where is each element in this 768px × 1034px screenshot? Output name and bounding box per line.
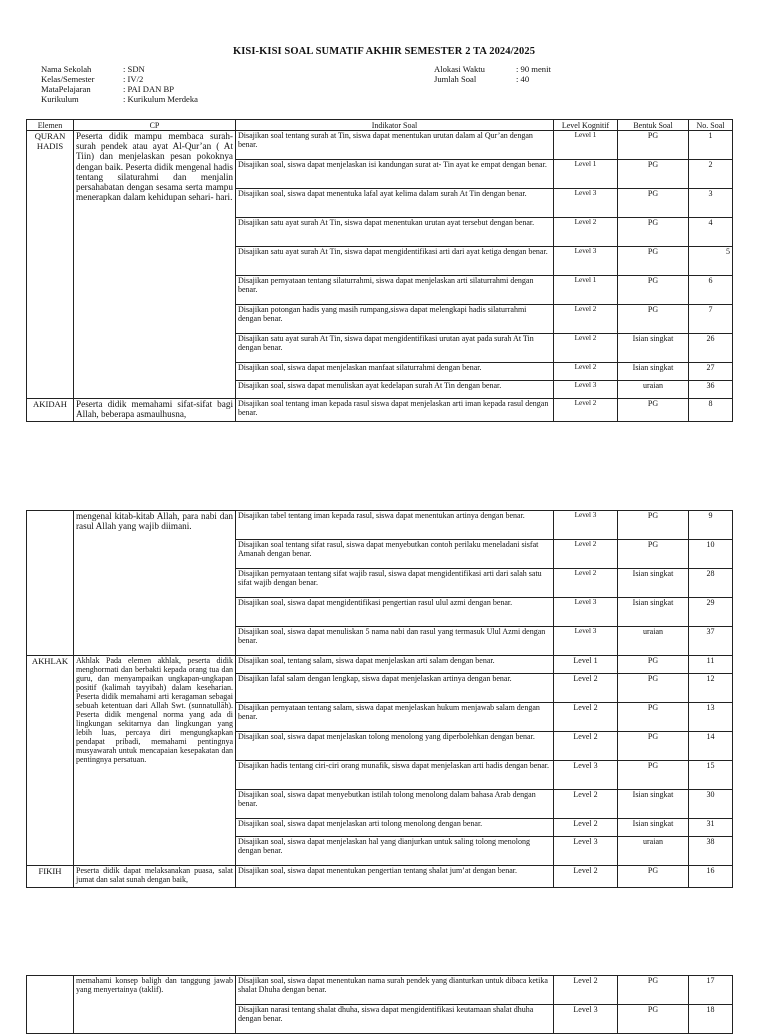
no-cell: 8 [689,399,733,422]
level-cell: Level 3 [554,627,618,656]
info-row [41,64,198,74]
indikator-cell: Disajikan soal, siswa dapat menuliskan ayat kedelapan surah At Tin dengan benar. [236,381,554,399]
indikator-cell: Disajikan soal, siswa dapat menuliskan 5 nama nabi dan rasul yang termasuk Ulul Azmi dengan benar. [236,627,554,656]
no-cell: 7 [689,305,733,334]
elemen-cell: QURAN HADIS [27,131,74,399]
info-right [434,64,551,84]
no-cell: 1 [689,131,733,160]
indikator-cell: Disajikan soal, siswa dapat menjelaskan isi kandungan surat at- Tin ayat ke empat dengan benar. [236,160,554,189]
level-cell: Level 3 [554,598,618,627]
elemen-cell: FIKIH [27,866,74,888]
kisi-table-part-1 [26,119,733,422]
indikator-cell: Disajikan pernyataan tentang silaturrahmi, siswa dapat menjelaskan arti silaturrahmi dengan benar. [236,276,554,305]
header-elemen: Elemen [27,120,74,131]
indikator-cell: Disajikan hadis tentang ciri-ciri orang munafik, siswa dapat menjelaskan arti hadis dengan benar. [236,761,554,790]
no-cell: 15 [689,761,733,790]
table-row [27,976,733,1005]
level-cell: Level 3 [554,511,618,540]
kisi-table-part-2 [26,510,733,888]
no-cell: 6 [689,276,733,305]
bentuk-cell: Isian singkat [618,363,689,381]
indikator-cell: Disajikan satu ayat surah At Tin, siswa dapat menentukan urutan ayat tersebut dengan benar. [236,218,554,247]
bentuk-cell: uraian [618,381,689,399]
indikator-cell: Disajikan satu ayat surah At Tin, siswa dapat mengidentifikasi arti dari ayat ketiga dengan benar. [236,247,554,276]
no-cell: 27 [689,363,733,381]
bentuk-cell: Isian singkat [618,790,689,819]
bentuk-cell: PG [618,866,689,888]
level-cell: Level 2 [554,790,618,819]
table-row [27,131,733,160]
level-cell: Level 3 [554,247,618,276]
indikator-cell: Disajikan narasi tentang shalat dhuha, siswa dapat mengidentifikasi keutamaan shalat dhuha dengan benar. [236,1005,554,1034]
indikator-cell: Disajikan soal tentang sifat rasul, siswa dapat menyebutkan contoh perilaku meneladani sisfat Amanah dengan benar. [236,540,554,569]
indikator-cell: Disajikan soal, siswa dapat mengidentifikasi pengertian rasul ulul azmi dengan benar. [236,598,554,627]
info-label: Alokasi Waktu [434,64,485,74]
elemen-cell [27,511,74,656]
no-cell: 31 [689,819,733,837]
indikator-cell: Disajikan soal, siswa dapat menjelaskan tolong menolong yang diperbolehkan dengan benar. [236,732,554,761]
info-left [41,64,198,104]
bentuk-cell: PG [618,1005,689,1034]
info-label: Kurikulum [41,94,79,104]
info-row [434,74,551,84]
bentuk-cell: PG [618,732,689,761]
level-cell: Level 1 [554,276,618,305]
no-cell: 4 [689,218,733,247]
bentuk-cell: PG [618,540,689,569]
bentuk-cell: uraian [618,837,689,866]
indikator-cell: Disajikan soal, siswa dapat menjelaskan hal yang dianjurkan untuk saling tolong menolong dengan benar. [236,837,554,866]
cp-cell: Akhlak Pada elemen akhlak, peserta didik menghormati dan berbakti kepada orang tua dan guru, dan menyampaikan ungkapan-ungkapan positif (kalimah tayyibah) dalam keseharian. Peserta didik memahami arti keragaman sebagai sebuah ketentuan dari Allah Swt. (sunnatullāh). Peserta didik mengenal norma yang ada di lingkungan sekitarnya dan lingkungan yang lebih luas, percaya diri mengungkapkan pendapat pribadi, memahami pentingnya musyawarah untuk mencapaian kesepakatan dan pentingnya persatuan. [74,656,236,866]
indikator-cell: Disajikan pernyataan tentang salam, siswa dapat menjelaskan hukum menjawab salam dengan benar. [236,703,554,732]
no-cell: 37 [689,627,733,656]
no-cell: 10 [689,540,733,569]
info-label: MataPelajaran [41,84,91,94]
info-row [41,74,198,84]
level-cell: Level 1 [554,160,618,189]
bentuk-cell: PG [618,189,689,218]
no-cell: 2 [689,160,733,189]
no-cell: 5 [689,247,733,276]
indikator-cell: Disajikan potongan hadis yang masih rumpang,siswa dapat melengkapi hadis silaturrahmi dengan benar. [236,305,554,334]
info-label: Nama Sekolah [41,64,92,74]
kisi-table-part-3 [26,975,733,1034]
level-cell: Level 2 [554,363,618,381]
no-cell: 14 [689,732,733,761]
bentuk-cell: PG [618,276,689,305]
bentuk-cell: PG [618,399,689,422]
level-cell: Level 2 [554,674,618,703]
bentuk-cell: Isian singkat [618,569,689,598]
no-cell: 12 [689,674,733,703]
bentuk-cell: PG [618,976,689,1005]
no-cell: 3 [689,189,733,218]
no-cell: 13 [689,703,733,732]
indikator-cell: Disajikan soal tentang iman kepada rasul siswa dapat menjelaskan arti iman kepada rasul dengan benar. [236,399,554,422]
info-label: Jumlah Soal [434,74,477,84]
header-indikator: Indikator Soal [236,120,554,131]
level-cell: Level 2 [554,218,618,247]
header-no: No. Soal [689,120,733,131]
info-value: : PAI DAN BP [123,84,175,94]
info-row [434,64,551,74]
info-value: : 40 [516,74,530,84]
level-cell: Level 2 [554,334,618,363]
no-cell: 29 [689,598,733,627]
bentuk-cell: PG [618,131,689,160]
bentuk-cell: PG [618,511,689,540]
cp-cell: Peserta didik dapat melaksanakan puasa, salat jumat dan salat sunah dengan baik, [74,866,236,888]
level-cell: Level 2 [554,976,618,1005]
bentuk-cell: PG [618,305,689,334]
indikator-cell: Disajikan soal, siswa dapat menjelaskan arti tolong menolong dengan benar. [236,819,554,837]
level-cell: Level 3 [554,761,618,790]
level-cell: Level 3 [554,381,618,399]
document-title: KISI-KISI SOAL SUMATIF AKHIR SEMESTER 2 TA 2024/2025 [232,46,536,57]
indikator-cell: Disajikan soal, siswa dapat menentuka lafal ayat kelima dalam surah At Tin dengan benar. [236,189,554,218]
no-cell: 18 [689,1005,733,1034]
table-header-row [27,120,733,131]
no-cell: 36 [689,381,733,399]
level-cell: Level 1 [554,656,618,674]
no-cell: 9 [689,511,733,540]
info-label: Kelas/Semester [41,74,95,84]
level-cell: Level 3 [554,1005,618,1034]
level-cell: Level 2 [554,866,618,888]
indikator-cell: Disajikan lafal salam dengan lengkap, siswa dapat menjelaskan artinya dengan benar. [236,674,554,703]
bentuk-cell: PG [618,761,689,790]
bentuk-cell: PG [618,218,689,247]
level-cell: Level 1 [554,131,618,160]
info-value: : Kurikulum Merdeka [123,94,198,104]
info-value: : 90 menit [516,64,551,74]
level-cell: Level 2 [554,540,618,569]
indikator-cell: Disajikan satu ayat surah At Tin, siswa dapat mengidentifikasi urutan ayat pada surah At Tin dengan benar. [236,334,554,363]
indikator-cell: Disajikan soal, siswa dapat menentukan pengertian tentang shalat jum’at dengan benar. [236,866,554,888]
bentuk-cell: PG [618,656,689,674]
info-row [41,94,198,104]
cp-cell: Peserta didik memahami sifat-sifat bagi Allah, beberapa asmaulhusna, [74,399,236,422]
level-cell: Level 3 [554,837,618,866]
indikator-cell: Disajikan soal, siswa dapat menjelaskan manfaat silaturrahmi dengan benar. [236,363,554,381]
no-cell: 30 [689,790,733,819]
bentuk-cell: Isian singkat [618,598,689,627]
info-value: : IV/2 [123,74,144,84]
no-cell: 17 [689,976,733,1005]
table-row [27,511,733,540]
cp-cell: mengenal kitab-kitab Allah, para nabi dan rasul Allah yang wajib diimani. [74,511,236,656]
bentuk-cell: uraian [618,627,689,656]
bentuk-cell: Isian singkat [618,819,689,837]
indikator-cell: Disajikan soal, tentang salam, siswa dapat menjelaskan arti salam dengan benar. [236,656,554,674]
table-row [27,866,733,888]
bentuk-cell: PG [618,160,689,189]
cp-cell: Peserta didik mampu membaca surah-surah pendek atau ayat Al-Qur’an ( At Tiin) dan menjelaskan pesan pokoknya dengan baik. Peserta didik mengenal hadis tentang silaturahmi dan menjalin persahabatan dengan sesama serta mampu menerapkan dalam kehidupan sehari- hari. [74,131,236,399]
table-row [27,399,733,422]
bentuk-cell: Isian singkat [618,334,689,363]
indikator-cell: Disajikan soal, siswa dapat menentukan nama surah pendek yang dianturkan untuk dibaca ketika shalat Dhuha dengan benar. [236,976,554,1005]
level-cell: Level 2 [554,819,618,837]
no-cell: 26 [689,334,733,363]
no-cell: 38 [689,837,733,866]
info-value: : SDN [123,64,145,74]
bentuk-cell: PG [618,247,689,276]
indikator-cell: Disajikan soal tentang surah at Tin, siswa dapat menentukan urutan dalam al Qur’an dengan benar. [236,131,554,160]
bentuk-cell: PG [618,703,689,732]
level-cell: Level 2 [554,305,618,334]
no-cell: 11 [689,656,733,674]
elemen-cell [27,976,74,1034]
level-cell: Level 2 [554,703,618,732]
no-cell: 16 [689,866,733,888]
header-cp: CP [74,120,236,131]
no-cell: 28 [689,569,733,598]
indikator-cell: Disajikan soal, siswa dapat menyebutkan istilah tolong menolong dalam bahasa Arab dengan benar. [236,790,554,819]
indikator-cell: Disajikan pernyataan tentang sifat wajib rasul, siswa dapat mengidentifikasi arti dari salah satu sifat wajib dengan benar. [236,569,554,598]
indikator-cell: Disajikan tabel tentang iman kepada rasul, siswa dapat menentukan artinya dengan benar. [236,511,554,540]
table-row [27,656,733,674]
elemen-cell: AKHLAK [27,656,74,866]
level-cell: Level 2 [554,732,618,761]
cp-cell: memahami konsep baligh dan tanggung jawab yang menyertainya (taklif). [74,976,236,1034]
elemen-cell: AKIDAH [27,399,74,422]
bentuk-cell: PG [618,674,689,703]
level-cell: Level 2 [554,399,618,422]
header-level: Level Kognitif [554,120,618,131]
level-cell: Level 3 [554,189,618,218]
level-cell: Level 2 [554,569,618,598]
info-row [41,84,198,94]
header-bentuk: Bentuk Soal [618,120,689,131]
